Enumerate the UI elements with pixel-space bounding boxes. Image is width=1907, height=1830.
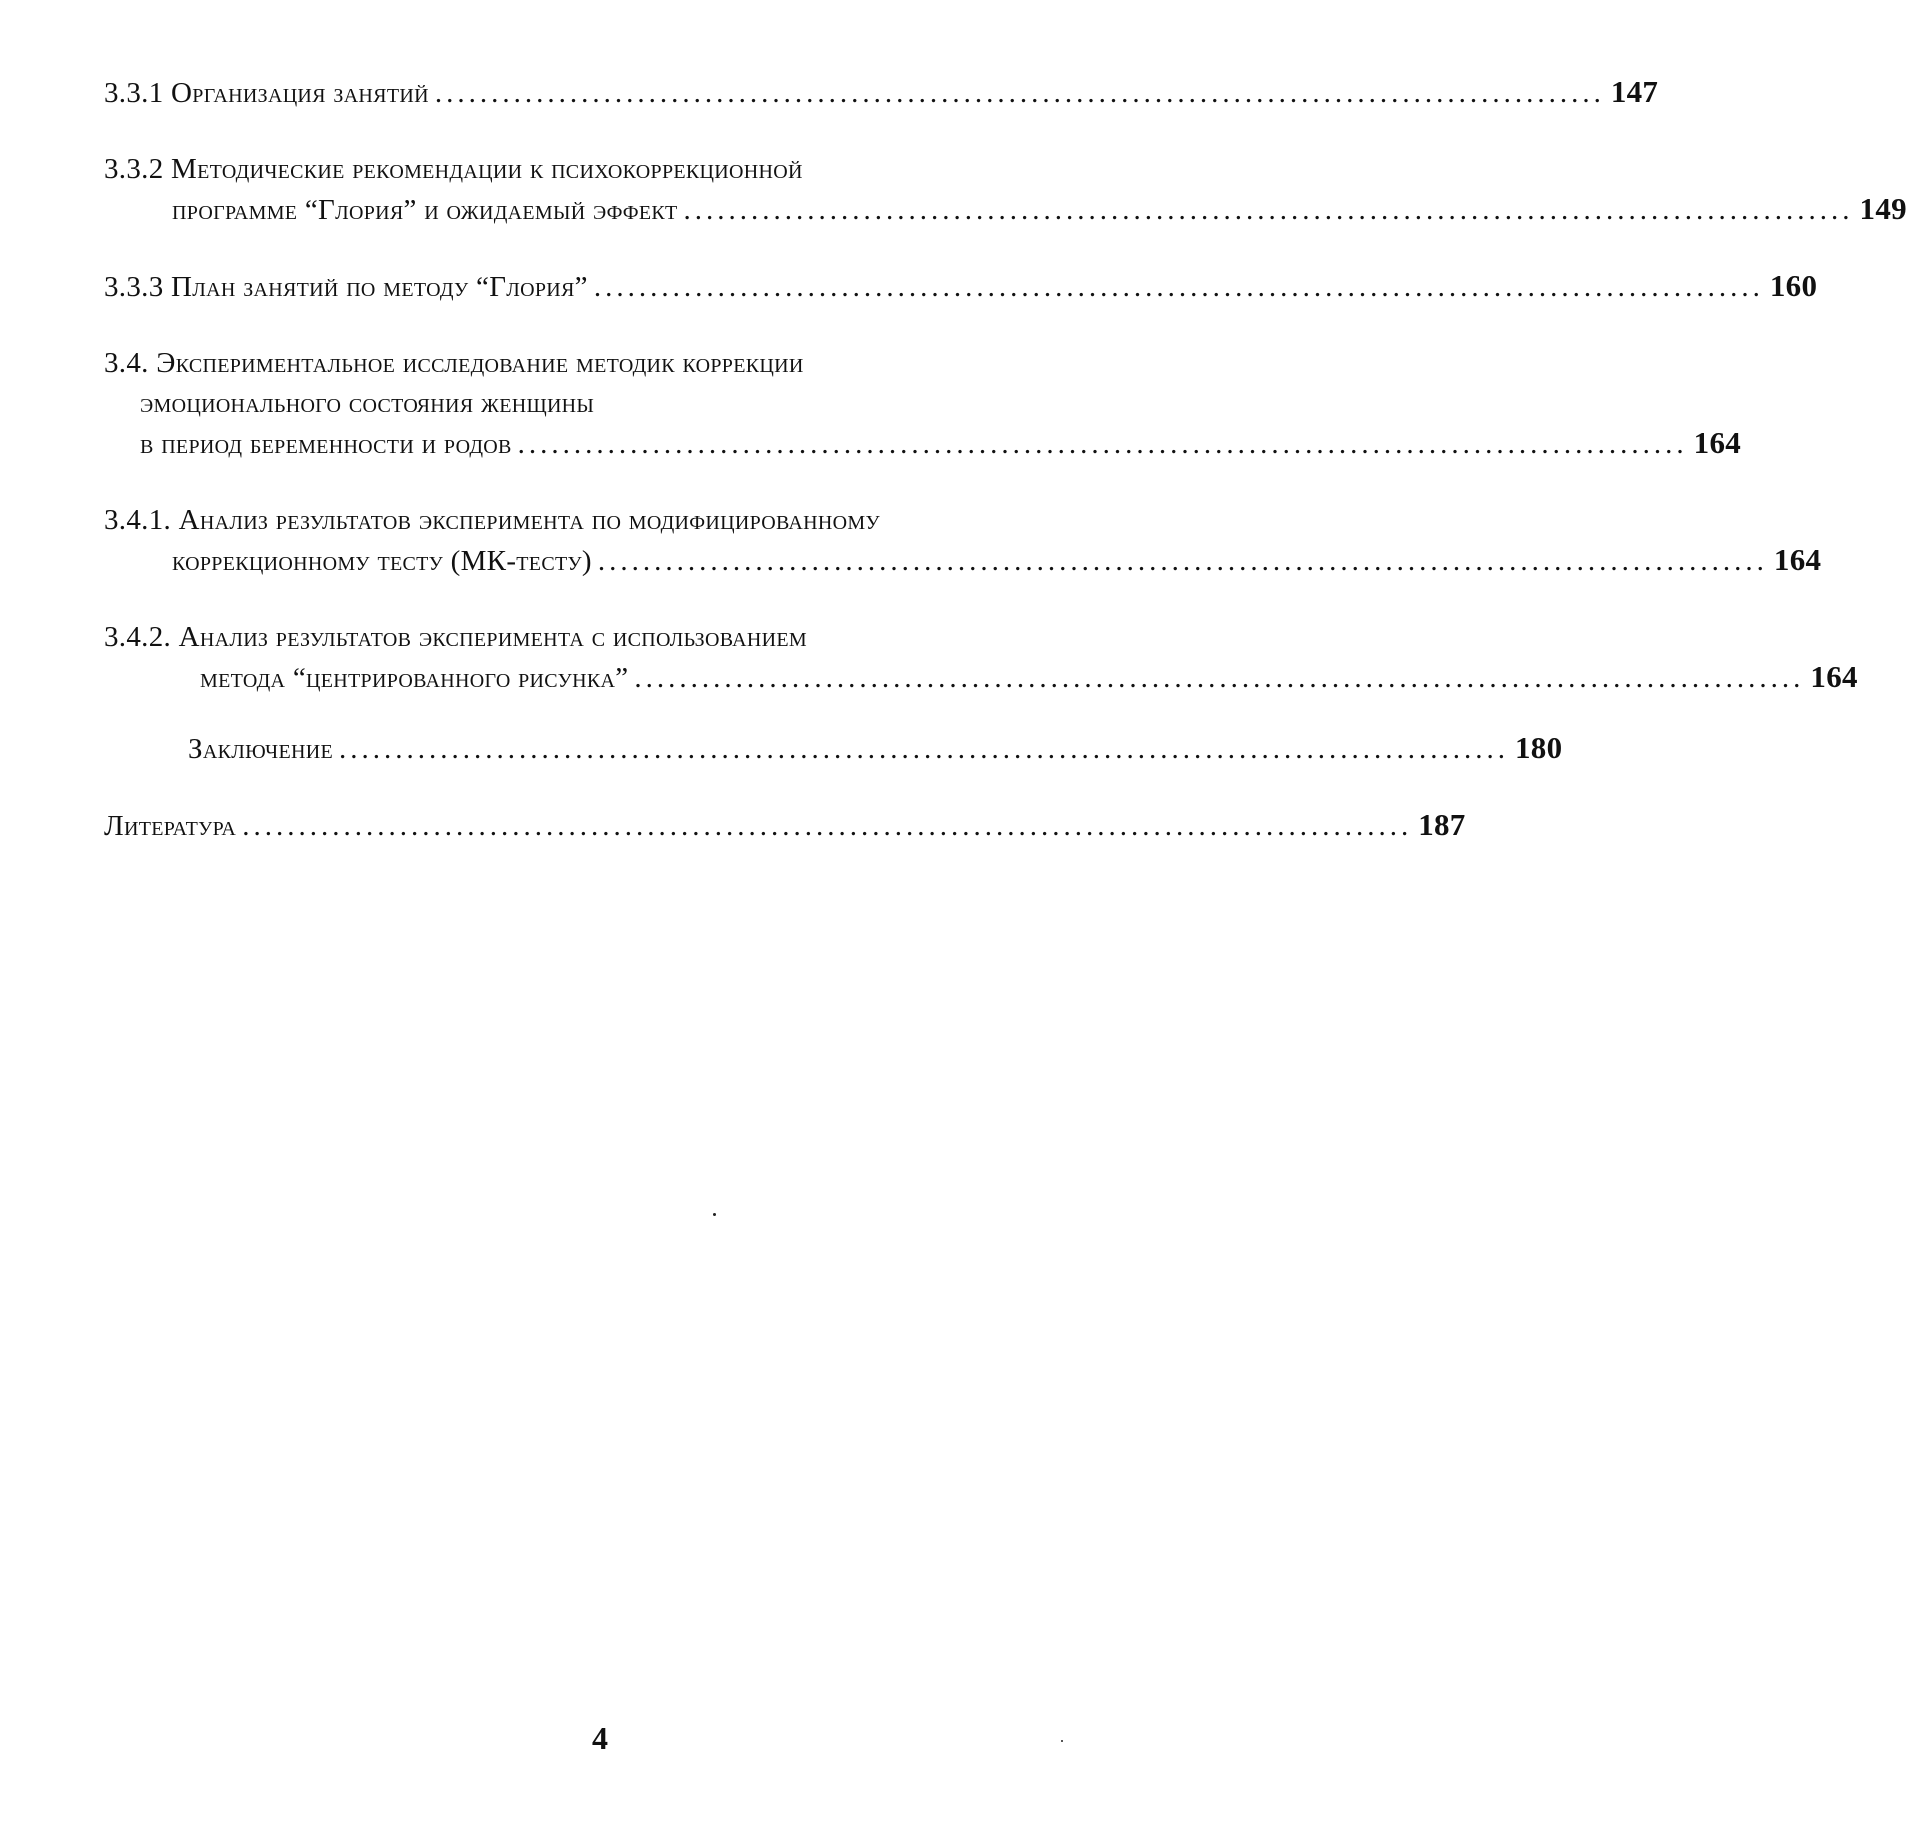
leader-dots: ........................................................................................................ — [434, 77, 1605, 109]
toc-page-number: 147 — [1610, 74, 1659, 109]
toc-entry-title: 3.4. Экспериментальное исследование методик коррекции — [104, 347, 804, 379]
leader-dots: ........................................................................................................ — [242, 810, 1413, 842]
toc-entry-title: 3.3.3 План занятий по методу “Глория” — [104, 271, 588, 303]
toc-entry-3-3-1 — [104, 72, 1659, 113]
toc-entry-title: Заключение — [188, 733, 333, 765]
leader-dots: ........................................................................................................ — [517, 428, 1688, 460]
toc-entry-title-continued: программе “Глория” и ожидаемый эффект — [172, 194, 678, 226]
toc-entry-title: Литература — [104, 810, 237, 842]
toc-entry-title-continued: эмоционального состояния женщины — [140, 387, 595, 419]
table-of-contents — [104, 72, 1907, 846]
toc-page-number: 149 — [1859, 191, 1907, 226]
toc-entry-title-continued: коррекционному тесту (МК-тесту) — [172, 545, 592, 577]
scan-speck — [713, 1213, 716, 1216]
leader-dots: ........................................................................................................ — [634, 662, 1805, 694]
toc-page-number: 180 — [1515, 730, 1563, 765]
toc-page-number: 160 — [1769, 268, 1818, 303]
toc-entry-title: 3.3.1 Организация занятий — [104, 77, 429, 109]
toc-entry-title: 3.4.1. Анализ результатов эксперимента по модифицированному — [104, 504, 880, 536]
toc-entry-title: 3.3.2 Методические рекомендации к психокоррекционной — [104, 153, 803, 185]
toc-page-number: 164 — [1810, 659, 1858, 694]
toc-entry-title: 3.4.2. Анализ результатов эксперимента с использованием — [104, 621, 807, 653]
toc-entry-3-4 — [104, 343, 1742, 464]
toc-entry-3-4-1 — [104, 500, 1822, 581]
toc-page-number: 187 — [1418, 807, 1466, 842]
toc-entry-literature — [104, 805, 1466, 846]
toc-entry-3-3-3 — [104, 266, 1818, 307]
toc-entry-title-continued: метода “центрированного рисунка” — [200, 662, 629, 694]
toc-entry-conclusion — [104, 728, 1563, 769]
toc-page-number: 164 — [1773, 542, 1822, 577]
leader-dots: ........................................................................................................ — [593, 271, 1764, 303]
toc-entry-3-4-2 — [104, 617, 1858, 698]
page-number: 4 — [592, 1720, 608, 1756]
toc-page-number: 164 — [1693, 425, 1742, 460]
toc-entry-title-continued: в период беременности и родов — [140, 428, 512, 460]
leader-dots: ........................................................................................................ — [597, 545, 1768, 577]
toc-entry-3-3-2 — [104, 149, 1907, 230]
leader-dots: ........................................................................................................ — [683, 194, 1854, 226]
leader-dots: ........................................................................................................ — [339, 733, 1509, 765]
